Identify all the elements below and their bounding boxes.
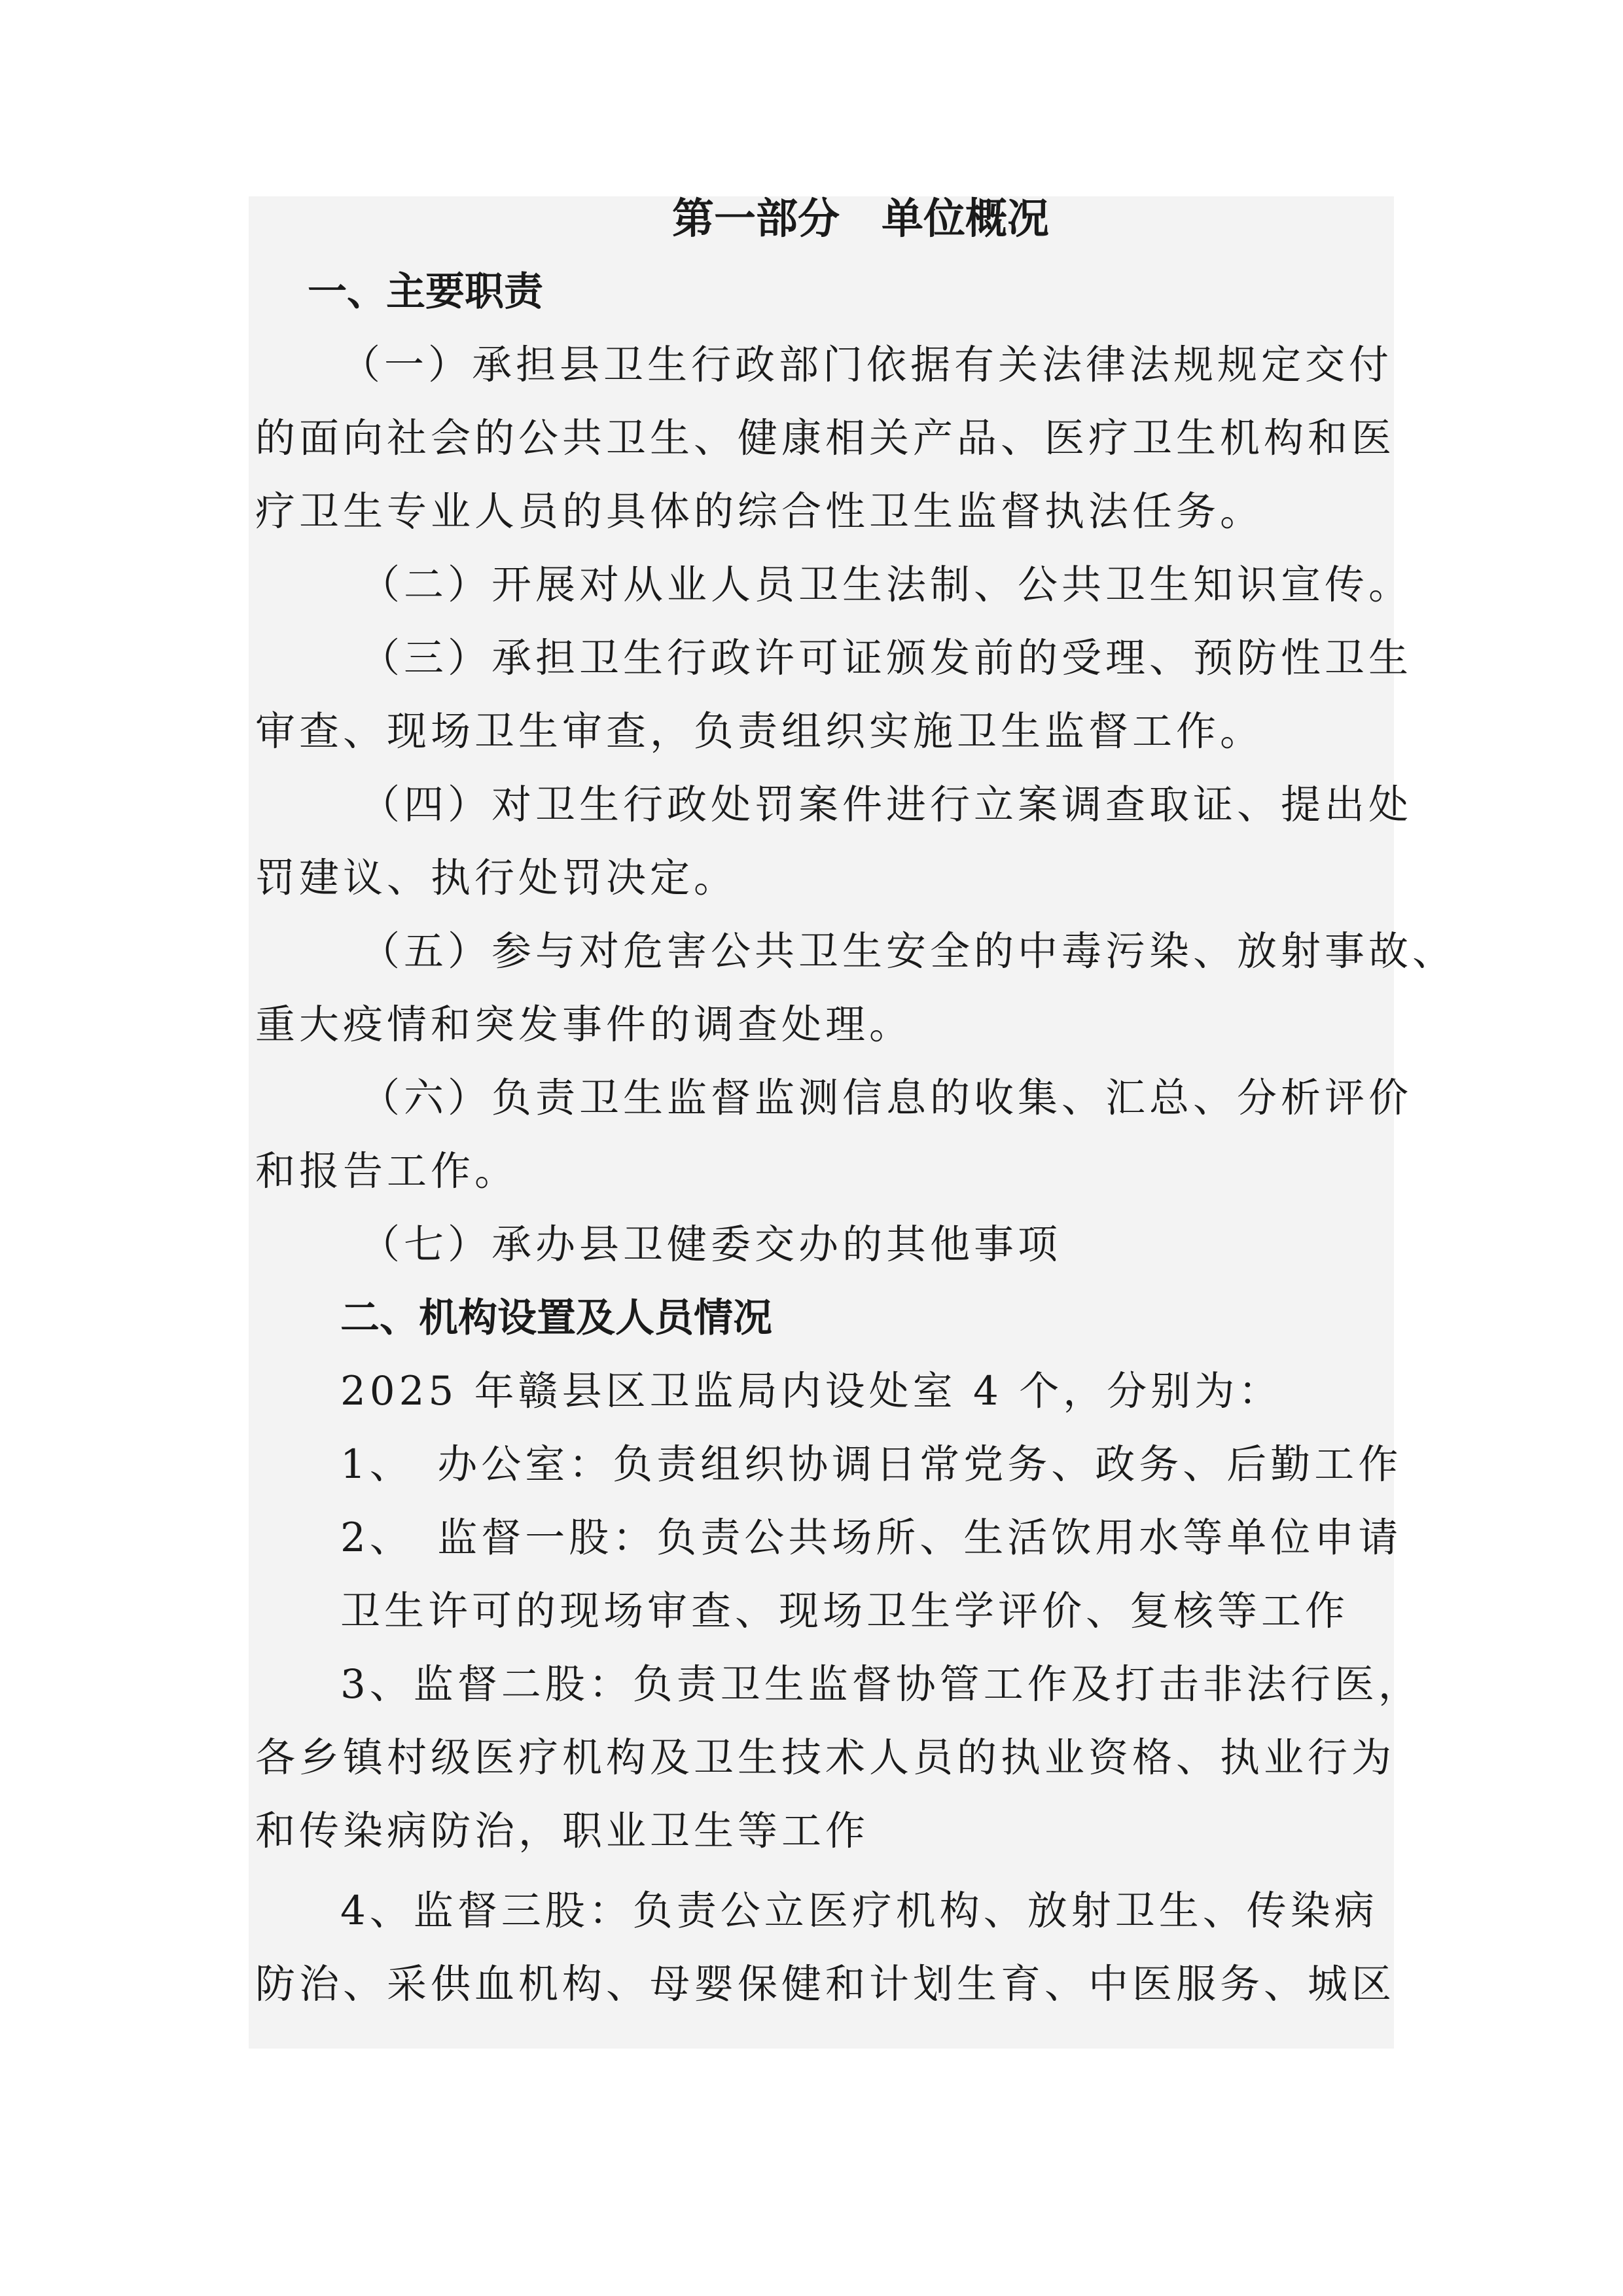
duty-5-line-1: （五）参与对危害公共卫生安全的中毒污染、放射事故、 <box>360 928 1457 975</box>
duty-3-line-2: 审查、现场卫生审查，负责组织实施卫生监督工作。 <box>255 708 1264 755</box>
duty-item-4 <box>255 768 1413 915</box>
section-heading-organization: 二、机构设置及人员情况 <box>340 1295 772 1341</box>
organization-intro: 2025 年赣县区卫监局内设处室 4 个，分别为： <box>340 1368 1283 1414</box>
duty-2-line-1: （二）开展对从业人员卫生法制、公共卫生知识宣传。 <box>360 562 1413 608</box>
duty-item-3 <box>255 622 1413 768</box>
duty-4-line-1: （四）对卫生行政处罚案件进行立案调查取证、提出处 <box>360 781 1413 828</box>
document-body <box>255 183 1457 2021</box>
org-2-line-2: 卫生许可的现场审查、现场卫生学评价、复核等工作 <box>340 1588 1349 1634</box>
org-2-line-1: 2、 监督一股：负责公共场所、生活饮用水等单位申请 <box>340 1515 1402 1561</box>
duty-4-line-2: 罚建议、执行处罚决定。 <box>255 855 738 901</box>
duty-6-line-2: 和报告工作。 <box>255 1148 519 1194</box>
duty-1-line-1: （一）承担县卫生行政部门依据有关法律法规规定交付 <box>340 342 1393 388</box>
org-item-4 <box>255 1874 1396 2021</box>
org-4-line-1: 4、监督三股：负责公立医疗机构、放射卫生、传染病 <box>340 1888 1378 1934</box>
org-3-line-1: 3、监督二股：负责卫生监督协管工作及打击非法行医， <box>340 1661 1422 1708</box>
duty-5-line-2: 重大疫情和突发事件的调查处理。 <box>255 1001 914 1048</box>
duty-item-6 <box>255 1062 1413 1208</box>
duty-6-line-1: （六）负责卫生监督监测信息的收集、汇总、分析评价 <box>360 1075 1413 1121</box>
duty-item-2 <box>255 548 1413 622</box>
org-item-3 <box>255 1648 1422 1868</box>
page-title: 第一部分 单位概况 <box>672 195 1049 243</box>
org-3-line-3: 和传染病防治，职业卫生等工作 <box>255 1808 870 1854</box>
duty-7-line-1: （七）承办县卫健委交办的其他事项 <box>360 1221 1062 1268</box>
duty-item-1 <box>255 329 1396 548</box>
duty-3-line-1: （三）承担卫生行政许可证颁发前的受理、预防性卫生 <box>360 635 1413 681</box>
duty-1-line-3: 疗卫生专业人员的具体的综合性卫生监督执法任务。 <box>255 488 1264 535</box>
section-heading-duties: 一、主要职责 <box>308 269 543 315</box>
org-1-line-1: 1、 办公室：负责组织协调日常党务、政务、后勤工作 <box>340 1441 1402 1488</box>
duty-item-7 <box>255 1208 1387 1282</box>
org-item-2 <box>255 1501 1402 1648</box>
duty-item-5 <box>255 915 1457 1062</box>
org-4-line-2: 防治、采供血机构、母婴保健和计划生育、中医服务、城区 <box>255 1961 1396 2007</box>
org-item-1 <box>255 1428 1402 1501</box>
duty-1-line-2: 的面向社会的公共卫生、健康相关产品、医疗卫生机构和医 <box>255 415 1396 461</box>
org-3-line-2: 各乡镇村级医疗机构及卫生技术人员的执业资格、执业行为 <box>255 1734 1396 1781</box>
